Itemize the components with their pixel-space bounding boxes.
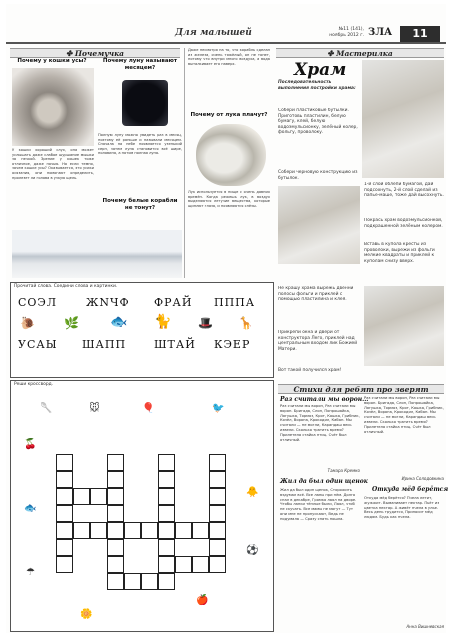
balloon-icon: 🎈 — [142, 403, 155, 414]
pochemuchka-title: Почемучка — [74, 49, 125, 58]
step-1: Собери пластиковые бутылки. Приготовь пластилин, белую бумагу, клей, белую водоэмульсионку, зелёный колер, фольгу, проволоку. — [278, 108, 358, 136]
issue-date: ноябрь 2012 г. — [329, 32, 364, 38]
crossword-cell[interactable] — [56, 556, 73, 573]
crossword-cell[interactable] — [158, 505, 175, 522]
star-icon: ✤ — [65, 49, 75, 58]
poems-bar — [278, 384, 444, 394]
issue-info — [322, 27, 364, 38]
crossword-cell[interactable] — [209, 454, 226, 471]
flower-icon: 🌼 — [80, 609, 93, 620]
cat-icon: 🐈 — [154, 314, 172, 330]
issue-number: №11 (141), — [338, 27, 364, 32]
snail-icon: 🐌 — [20, 316, 35, 330]
word-9: ШАПП — [82, 338, 127, 351]
craft-title: Храм — [294, 60, 347, 80]
crossword-cell[interactable] — [90, 488, 107, 505]
poem-extra-text: Раз считали мы ворон, Раз считали мы ворон. Бригада, Слон, Попрошайка, Лягушка, Тормоз, Крот, Кошка, Грибник, Козёл, Ворона, Крокодил, Кабан. Мы считали — не могли, Карандаш весь извели. Сколько тратить время? Прилетела стайка птиц. Счёт был отличный. — [364, 396, 444, 434]
umbrella-icon: ☂ — [26, 567, 35, 578]
poems-title: Стихи для ребят про зверят — [293, 385, 429, 394]
crossword-cell[interactable] — [209, 471, 226, 488]
chick-icon: 🐥 — [246, 487, 259, 498]
crossword-cell[interactable] — [56, 539, 73, 556]
crossword-cell[interactable] — [56, 505, 73, 522]
word-6: КЭЕР — [214, 338, 251, 351]
church-photo-3 — [364, 286, 444, 366]
crossword-cell[interactable] — [124, 522, 141, 539]
step-6: Не крашу храма вырежь двенни полосы фольги и приклей с помощью пластилина и клея. — [278, 286, 354, 303]
leaf-icon: 🌿 — [64, 316, 79, 330]
crossword-cell[interactable] — [158, 522, 175, 539]
section-title: Для малышей — [175, 28, 252, 38]
crossword-cell[interactable] — [107, 488, 124, 505]
crossword-cell[interactable] — [124, 573, 141, 590]
crossword-cell[interactable] — [192, 522, 209, 539]
crossword-cell[interactable] — [73, 522, 90, 539]
crossword-cell[interactable] — [141, 573, 158, 590]
crossword-title: Реши кроссворд. — [14, 382, 54, 387]
crossword-cell[interactable] — [175, 522, 192, 539]
crossword-cell[interactable] — [158, 573, 175, 590]
bird-icon: 🐦 — [212, 403, 225, 414]
crossword-cell[interactable] — [107, 539, 124, 556]
crossword-cell[interactable] — [56, 522, 73, 539]
question-onion: Почему от лука плачут? — [190, 112, 268, 118]
word-grid — [14, 292, 270, 376]
masterilka-bar — [276, 48, 444, 58]
crossword-cell[interactable] — [107, 522, 124, 539]
crossword-cell[interactable] — [175, 556, 192, 573]
page-number: 11 — [400, 26, 440, 42]
craft-subtitle: Последовательность выполнения постройки храма: — [278, 80, 356, 91]
ball-icon: ⚽ — [246, 545, 259, 556]
poem-1-title: Раз считали мы ворон... — [280, 396, 369, 403]
crossword-cell[interactable] — [158, 454, 175, 471]
word-3: ФРАЙ — [154, 296, 193, 309]
crossword-cell[interactable] — [56, 454, 73, 471]
star-icon: ✤ — [327, 49, 337, 58]
crossword-cell[interactable] — [209, 488, 226, 505]
onion-photo — [196, 124, 266, 186]
crossword-cell[interactable] — [107, 471, 124, 488]
poem-2-title: Жил да был один щенок — [280, 478, 368, 485]
column-rule — [184, 48, 185, 278]
giraffe-icon: 🦒 — [238, 316, 253, 330]
word-2: ЖNЧФ — [86, 296, 130, 309]
crossword-cell[interactable] — [107, 556, 124, 573]
step-5: Вставь в купола кресты из проволоки, вырежи из фольги мелкие квадраты и приклей к куполам снизу вверх. — [364, 242, 435, 264]
masterilka-title: Мастерилка — [336, 49, 393, 58]
crossword-cell[interactable] — [56, 471, 73, 488]
poem-3-author: Ирина Солодовкина — [401, 476, 444, 481]
question-whiskers: Почему у кошки усы? — [17, 58, 87, 64]
step-4: Покрась храм водоэмульсионкой, подкрашенной зелёным колером. — [364, 218, 443, 229]
ship-photo — [12, 230, 182, 278]
whiskers-text: У кошки хороший слух, она может услышать даже слабое шуршание мышки за печкой. Зрение у кошек тоже отличное, даже ночью. Но если темно, зачем кошке усы? Оказывается, это усики осязания, они помогают определить, пролезет ли голова в узкую щель. — [12, 148, 94, 180]
moon-photo — [122, 80, 168, 126]
fish-small-icon: 🐟 — [24, 503, 37, 514]
question-ships: Почему белые корабли не тонут? — [102, 198, 178, 211]
poem-4-author: Анна Вишневская — [406, 624, 444, 629]
crossword-cell[interactable] — [141, 522, 158, 539]
apple-icon: 🍎 — [196, 595, 209, 606]
crossword-cell[interactable] — [107, 573, 124, 590]
word-8: УСАЫ — [18, 338, 58, 351]
crossword-cell[interactable] — [209, 556, 226, 573]
crossword-cell[interactable] — [90, 522, 107, 539]
crossword-cell[interactable] — [158, 539, 175, 556]
crossword-cell[interactable] — [56, 488, 73, 505]
exercise-instruction: Прочитай слова. Соедини слова и картинки. — [14, 284, 118, 289]
moon-text: Полную луну можно увидеть раз в месяц, поэтому её раньше и называли месяцем. Сначала на небе появляется узенький серп, затем луна становится всё шире, половина, а потом полная луна. — [98, 133, 182, 156]
crossword-cell[interactable] — [158, 556, 175, 573]
step-7: Прикрепи окна и двери от конструктора Лего, приклей над центральным входом лик Божией Матери. — [278, 330, 358, 352]
step-3: 1-й слой облепи бумагой, дай подсохнуть, 2-й слой сделай из папье-маше, тоже дай высохнуть. — [364, 182, 444, 199]
crossword-cell[interactable] — [107, 454, 124, 471]
step-2: Собери черновую конструкцию из бутылок. — [278, 170, 358, 181]
crossword-cell[interactable] — [209, 505, 226, 522]
poem-3-text: Откуда мёд берётся? Пчела летит, жужжит. Выманивает нектар. Пьёт из цветка нектар. А живёт пчела в улье. Весь день трудится, Приносит мёд людям. Будь как пчела. — [364, 496, 440, 520]
cherry-icon: 🍒 — [24, 439, 37, 450]
question-moon: Почему луну называют месяцем? — [102, 58, 178, 71]
crossword-cell[interactable] — [192, 556, 209, 573]
crossword-cell[interactable] — [107, 505, 124, 522]
crossword-cell[interactable] — [158, 488, 175, 505]
poem-1-author: Тамара Кремко — [327, 468, 360, 473]
crossword-cell[interactable] — [73, 488, 90, 505]
word-5: ПППА — [214, 296, 256, 309]
fish-icon: 🐟 — [110, 314, 128, 330]
poem-1-text: Раз считали мы ворон, Раз считали мы ворон. Бригада, Слон, Попрошайка, Лягушка, Тормоз, Крот, Кошка, Грибник, Козёл, Ворона, Крокодил, Кабан. Мы считали — не могли, Карандаш весь извели. Сколько тратить время? Прилетела стайка птиц. Счёт был отличный. — [280, 404, 360, 442]
newspaper-logo: ЗЛА — [368, 27, 393, 38]
poem-2-text: Жил да был один щенок, Сторожить вздумал всё. Все лапы при нём. Долго спал в декабре, Громко лаял на дворе. Чтобы лапки тёплые были, Лаял, чтоб не скучать. Все мамы не могут — Тут они мне не пропускают, Ведь не подумала — Сразу спать пошла. — [280, 488, 357, 521]
poem-3-title: Откуда мёд берётся — [372, 486, 449, 493]
pochemuchka-bar — [10, 48, 180, 58]
onion-text: Лук используется в пище с очень давних времён. Когда режешь лук, в воздух выделяются летучие вещества, которые щиплют глаза, и появляются слёзы. — [188, 190, 270, 208]
step-8: Вот такой получился храм! — [278, 368, 342, 373]
word-1: СОЭЛ — [18, 296, 58, 309]
hat-icon: 🎩 — [198, 316, 213, 330]
ships-text: Даже несмотря на то, что корабль сделан из железа, очень тяжёлый, он не тонет, потому что внутри много воздуха, а вода выталкивает его наверх. — [188, 48, 270, 66]
church-photo-2 — [278, 186, 360, 264]
crossword-cell[interactable] — [158, 471, 175, 488]
spoon-icon: 🥄 — [40, 403, 53, 414]
word-10: ШТАЙ — [154, 338, 196, 351]
crossword-grid — [18, 392, 268, 628]
kitten-photo — [12, 68, 94, 146]
crossword-cell[interactable] — [209, 522, 226, 539]
crossword-cell[interactable] — [209, 539, 226, 556]
church-photo-1 — [362, 60, 444, 178]
mouse-icon: 🐭 — [89, 403, 100, 414]
